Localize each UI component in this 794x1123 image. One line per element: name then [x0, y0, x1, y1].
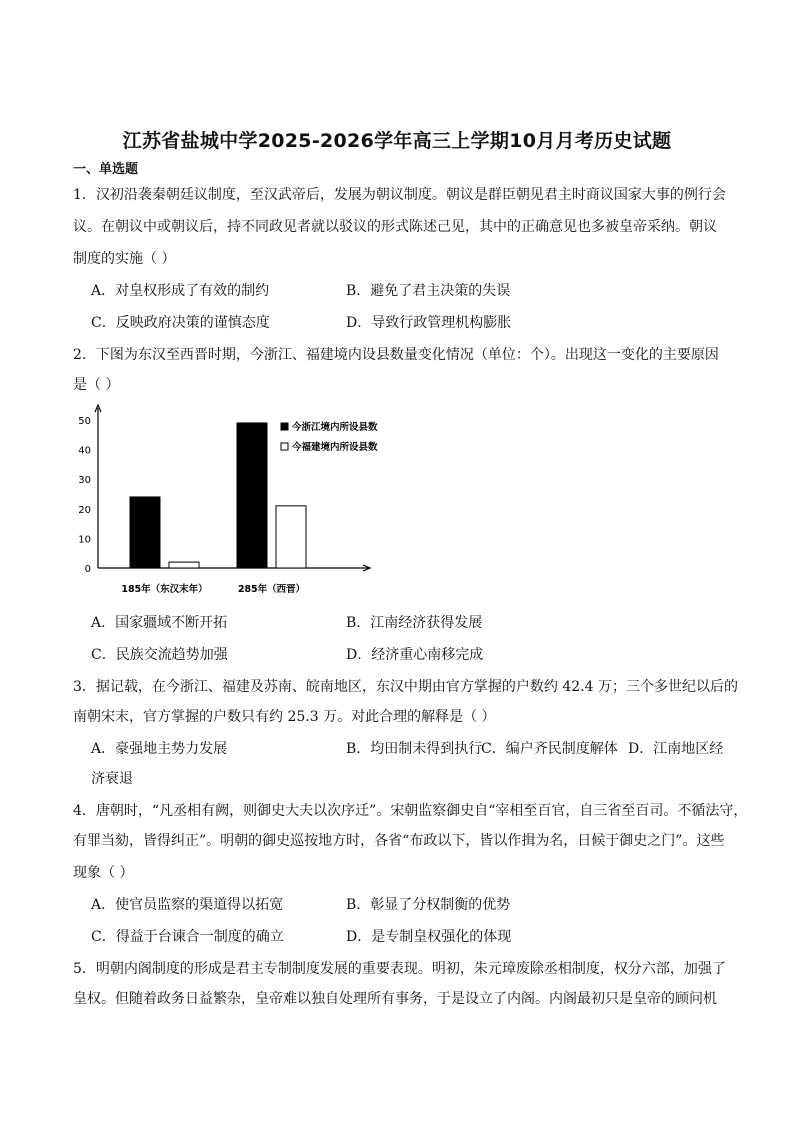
county-count-chart [70, 400, 410, 604]
q1-line-1: 1．汉初沿袭秦朝廷议制度，至汉武帝后，发展为朝议制度。朝议是群臣朝见君主时商议国家大事的例行会 [73, 187, 726, 203]
y-tick-label-0: 0 [84, 564, 91, 575]
q1-line-2: 议。在朝议中或朝议后，持不同政见者就以驳议的形式陈述己见，其中的正确意见也多被皇帝采纳。朝议 [73, 219, 717, 235]
bar-1-1 [276, 506, 306, 568]
q2-option-d: D．经济重心南移完成 [346, 647, 484, 663]
x-category-labels [121, 583, 305, 595]
q5-line-1: 5．明朝内阁制度的形成是君主专制制度发展的重要表现。明初，朱元璋废除丞相制度，权分六部，加强了 [73, 961, 726, 977]
section-heading: 一、单选题 [73, 162, 139, 177]
bar-1-0 [237, 423, 267, 568]
chart-legend [281, 421, 378, 453]
q3-line-1: 3．据记载，在今浙江、福建及苏南、皖南地区，东汉中期由官方掌握的户数约 42.4 万；三个多世纪以后的 [73, 679, 738, 695]
q2-option-a: A．国家疆域不断开拓 [91, 615, 228, 631]
q3-option-d-continued: 济衰退 [91, 771, 133, 787]
q2-option-c: C．民族交流趋势加强 [91, 647, 228, 663]
q1-option-d: D．导致行政管理机构膨胀 [346, 315, 512, 331]
q1-option-a: A．对皇权形成了有效的制约 [91, 283, 270, 299]
q3-option-d: D．江南地区经 [628, 741, 724, 757]
bar-0-0 [130, 497, 160, 568]
bar-0-1 [169, 562, 199, 568]
q4-line-3: 现象（ ） [73, 865, 134, 881]
q2-line-2: 是（ ） [73, 377, 120, 393]
q3-option-c: C．编户齐民制度解体 [481, 741, 618, 757]
y-tick-label-4: 40 [78, 445, 91, 457]
x-category-label-1: 285年（西晋） [237, 584, 306, 595]
legend-label-1: 今福建境内所设县数 [292, 442, 378, 453]
legend-label-0: 今浙江境内所设县数 [292, 422, 378, 433]
q4-option-c: C．得益于台谏合一制度的确立 [91, 929, 284, 945]
q1-option-c: C．反映政府决策的谨慎态度 [91, 315, 270, 331]
bar-chart [70, 400, 410, 600]
q3-option-a: A．豪强地主势力发展 [91, 741, 228, 757]
q5-line-2: 皇权。但随着政务日益繁杂，皇帝难以独自处理所有事务，于是设立了内阁。内阁最初只是皇帝的顾问机 [73, 991, 717, 1007]
q4-line-2: 有罪当劾，皆得纠正”。明朝的御史巡按地方时，各省“布政以下，皆以作揖为名，日候于御史之门”。这些 [73, 833, 725, 849]
q2-line-1: 2．下图为东汉至西晋时期，今浙江、福建境内设县数量变化情况（单位：个）。出现这一变化的主要原因 [73, 347, 719, 363]
q3-option-b: B．均田制未得到执行 [346, 741, 483, 757]
y-tick-label-1: 10 [78, 534, 91, 546]
q1-line-3: 制度的实施（ ） [73, 251, 176, 267]
legend-swatch-0 [281, 423, 288, 430]
x-category-label-0: 185年（东汉末年） [121, 584, 208, 595]
q1-option-b: B．避免了君主决策的失误 [346, 283, 511, 299]
q4-option-b: B．彰显了分权制衡的优势 [346, 897, 511, 913]
y-tick-label-2: 20 [78, 504, 91, 516]
chart-bars [130, 423, 306, 568]
q4-line-1: 4．唐朝时，“凡丞相有阙，则御史大夫以次序迁”。宋朝监察御史自“宰相至百官，自三省至百司。不循法守， [73, 803, 748, 819]
q2-option-b: B．江南经济获得发展 [346, 615, 483, 631]
y-tick-label-3: 30 [78, 475, 91, 487]
page-title: 江苏省盐城中学2025-2026学年高三上学期10月月考历史试题 [122, 130, 672, 152]
q4-option-d: D．是专制皇权强化的体现 [346, 929, 512, 945]
q4-option-a: A．使官员监察的渠道得以拓宽 [91, 897, 284, 913]
legend-swatch-1 [281, 443, 288, 450]
y-tick-label-5: 50 [78, 416, 91, 427]
q3-line-2: 南朝宋末，官方掌握的户数只有约 25.3 万。对此合理的解释是（ ） [73, 709, 496, 725]
y-tick-labels [78, 416, 91, 575]
